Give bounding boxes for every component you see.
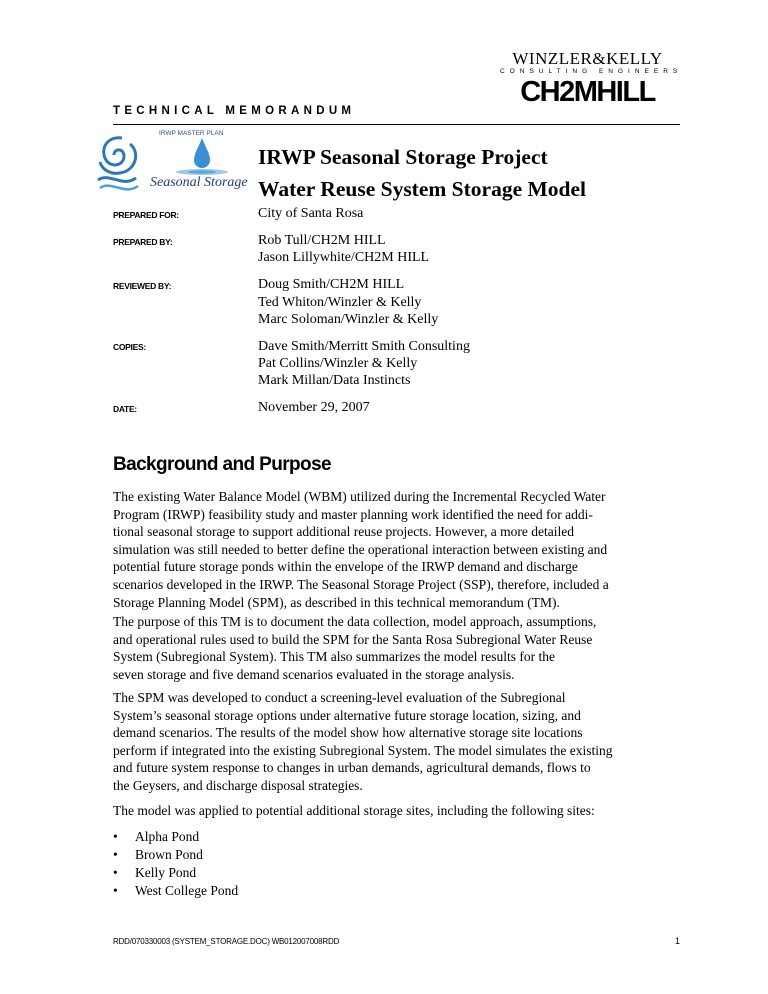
reviewed-by-label: REVIEWED BY: bbox=[113, 281, 172, 291]
text-line: and operational rules used to build the SPM for the Santa Rosa Subregional Water Reuse bbox=[113, 631, 593, 647]
bullet-icon: • bbox=[113, 847, 118, 862]
prepared-for-label: PREPARED FOR: bbox=[113, 210, 179, 220]
date-label: DATE: bbox=[113, 404, 137, 414]
copies-value: Mark Millan/Data Instincts bbox=[258, 373, 411, 388]
text-line: demand scenarios. The results of the model show how alternative storage site locations bbox=[113, 725, 583, 741]
document-reference: RDD/070330003 (SYSTEM_STORAGE.DOC) WB012007008RDD bbox=[113, 937, 340, 946]
paragraph-3 bbox=[113, 689, 680, 795]
bullet-icon: • bbox=[113, 829, 118, 844]
prepared-by-value: Rob Tull/CH2M HILL bbox=[258, 233, 386, 248]
reviewed-by-value: Marc Soloman/Winzler & Kelly bbox=[258, 312, 439, 327]
text-line: seven storage and five demand scenarios evaluated in the storage analysis. bbox=[113, 666, 515, 682]
text-line: the Geysers, and discharge disposal strategies. bbox=[113, 777, 363, 793]
text-line: The SPM was developed to conduct a screening-level evaluation of the Subregional bbox=[113, 690, 566, 705]
text-line: System’s seasonal storage options under alternative future storage location, sizing, and bbox=[113, 707, 581, 723]
prepared-by-value: Jason Lillywhite/CH2M HILL bbox=[258, 250, 430, 265]
text-line: The existing Water Balance Model (WBM) utilized during the Incremental Recycled Water bbox=[113, 489, 606, 504]
seasonal-storage-label: Seasonal Storage bbox=[150, 175, 248, 190]
text-line: The purpose of this TM is to document the data collection, model approach, assumptions, bbox=[113, 614, 597, 629]
text-line: System (Subregional System). This TM also summarizes the model results for the bbox=[113, 649, 555, 665]
list-item bbox=[113, 865, 196, 881]
seasonal-storage-logo bbox=[96, 128, 261, 200]
date-value: November 29, 2007 bbox=[258, 400, 370, 415]
text-line: and future system response to changes in urban demands, agricultural demands, flows to bbox=[113, 760, 591, 776]
list-item-label: Kelly Pond bbox=[135, 865, 197, 880]
winzler-kelly-wordmark: WINZLER&KELLY bbox=[512, 49, 663, 68]
prepared-by-label: PREPARED BY: bbox=[113, 237, 173, 247]
copies-value: Dave Smith/Merritt Smith Consulting bbox=[258, 339, 470, 354]
memo-type-label: TECHNICAL MEMORANDUM bbox=[113, 105, 356, 117]
text-line: The model was applied to potential additional storage sites, including the following sites: bbox=[113, 803, 595, 818]
text-line: scenarios developed in the IRWP. The Seasonal Storage Project (SSP), therefore, included a bbox=[113, 576, 609, 592]
list-item-label: Brown Pond bbox=[135, 847, 203, 862]
text-line: tional seasonal storage to support additional reuse projects. However, a more detailed bbox=[113, 524, 574, 540]
bullet-icon: • bbox=[113, 883, 118, 898]
list-item bbox=[113, 829, 199, 845]
winzler-kelly-subtitle: CONSULTING ENGINEERS bbox=[500, 68, 683, 75]
header-divider bbox=[113, 124, 680, 125]
text-line: perform if integrated into the existing Subregional System. The model simulates the existing bbox=[113, 742, 613, 758]
bullet-icon: • bbox=[113, 865, 118, 880]
list-item-label: Alpha Pond bbox=[135, 829, 200, 844]
winzler-kelly-logo bbox=[500, 49, 683, 77]
list-item-label: West College Pond bbox=[135, 883, 239, 898]
paragraph-1 bbox=[113, 488, 680, 611]
reviewed-by-value: Ted Whiton/Winzler & Kelly bbox=[258, 295, 422, 310]
text-line: potential future storage ponds within the envelope of the IRWP demand and discharge bbox=[113, 559, 578, 575]
text-line: Program (IRWP) feasibility study and master planning work identified the need for addi- bbox=[113, 506, 593, 522]
copies-value: Pat Collins/Winzler & Kelly bbox=[258, 356, 418, 371]
master-plan-label: IRWP MASTER PLAN bbox=[159, 130, 224, 137]
prepared-for-value: City of Santa Rosa bbox=[258, 206, 364, 221]
memo-title: Water Reuse System Storage Model bbox=[258, 177, 587, 201]
text-line: simulation was still needed to better define the operational interaction between existing and bbox=[113, 541, 608, 557]
section-heading: Background and Purpose bbox=[113, 454, 332, 475]
copies-label: COPIES: bbox=[113, 342, 146, 352]
list-item bbox=[113, 883, 238, 899]
reviewed-by-value: Doug Smith/CH2M HILL bbox=[258, 277, 405, 292]
project-title: IRWP Seasonal Storage Project bbox=[258, 145, 548, 169]
list-item bbox=[113, 847, 203, 863]
page-number: 1 bbox=[675, 936, 681, 946]
ch2mhill-logo: CH2MHILL bbox=[520, 76, 655, 108]
paragraph-2 bbox=[113, 613, 680, 683]
text-line: Storage Planning Model (SPM), as described in this technical memorandum (TM). bbox=[113, 594, 560, 610]
paragraph-4 bbox=[113, 802, 680, 820]
